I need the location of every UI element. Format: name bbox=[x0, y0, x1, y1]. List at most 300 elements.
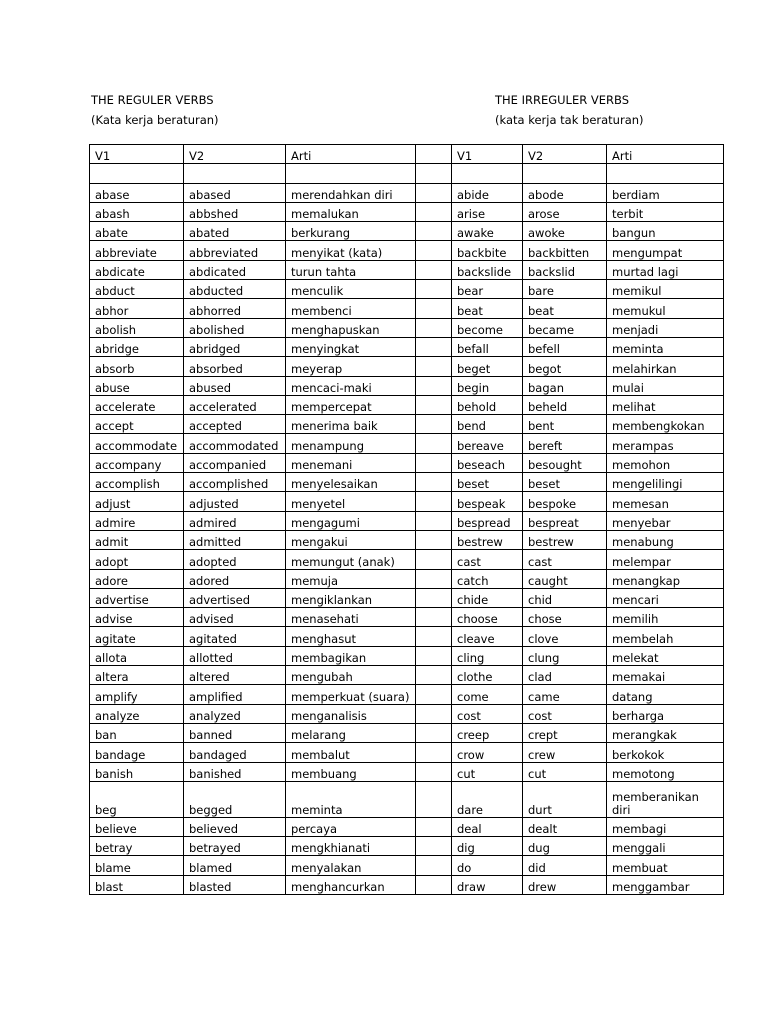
cell-spacer bbox=[416, 376, 452, 395]
cell-spacer bbox=[416, 856, 452, 875]
cell-irregular-arti: memilih bbox=[607, 608, 724, 627]
cell-spacer bbox=[416, 704, 452, 723]
cell-regular-v2: advertised bbox=[184, 588, 286, 607]
cell-irregular-v2 bbox=[523, 164, 607, 183]
table-row bbox=[90, 376, 724, 395]
cell-irregular-arti: membelah bbox=[607, 627, 724, 646]
table-row bbox=[90, 511, 724, 530]
table-row bbox=[90, 453, 724, 472]
cell-irregular-v1: bend bbox=[452, 415, 523, 434]
cell-irregular-v1: bereave bbox=[452, 434, 523, 453]
cell-irregular-v1: catch bbox=[452, 569, 523, 588]
header-regular-arti: Arti bbox=[286, 145, 416, 164]
cell-regular-arti: menyalakan bbox=[286, 856, 416, 875]
cell-spacer bbox=[416, 492, 452, 511]
table-row bbox=[90, 627, 724, 646]
table-row bbox=[90, 588, 724, 607]
cell-spacer bbox=[416, 781, 452, 817]
cell-regular-v2: abdicated bbox=[184, 260, 286, 279]
table-row bbox=[90, 299, 724, 318]
cell-regular-v1: abash bbox=[90, 202, 184, 221]
cell-regular-v2: abbshed bbox=[184, 202, 286, 221]
cell-irregular-v2: crew bbox=[523, 743, 607, 762]
cell-spacer bbox=[416, 723, 452, 742]
cell-irregular-arti: menangkap bbox=[607, 569, 724, 588]
cell-irregular-arti: memukul bbox=[607, 299, 724, 318]
cell-regular-v2: abducted bbox=[184, 280, 286, 299]
cell-irregular-v1: beseach bbox=[452, 453, 523, 472]
cell-irregular-arti: murtad lagi bbox=[607, 260, 724, 279]
cell-irregular-v2: beat bbox=[523, 299, 607, 318]
verbs-table bbox=[89, 144, 724, 895]
table-row bbox=[90, 608, 724, 627]
cell-irregular-arti: melekat bbox=[607, 646, 724, 665]
cell-irregular-v2: dealt bbox=[523, 817, 607, 836]
cell-regular-arti: memuja bbox=[286, 569, 416, 588]
cell-regular-arti: menghancurkan bbox=[286, 875, 416, 894]
cell-spacer bbox=[416, 395, 452, 414]
cell-irregular-arti: menabung bbox=[607, 530, 724, 549]
cell-regular-v1: banish bbox=[90, 762, 184, 781]
header-irregular-arti: Arti bbox=[607, 145, 724, 164]
cell-irregular-v2: bagan bbox=[523, 376, 607, 395]
cell-regular-v2: analyzed bbox=[184, 704, 286, 723]
cell-regular-arti: menculik bbox=[286, 280, 416, 299]
cell-irregular-v2: cut bbox=[523, 762, 607, 781]
cell-irregular-v2: crept bbox=[523, 723, 607, 742]
cell-irregular-v1: abide bbox=[452, 183, 523, 202]
cell-regular-v1: analyze bbox=[90, 704, 184, 723]
cell-spacer bbox=[416, 762, 452, 781]
cell-regular-v2: abhorred bbox=[184, 299, 286, 318]
cell-irregular-arti: memohon bbox=[607, 453, 724, 472]
cell-regular-arti: meyerap bbox=[286, 357, 416, 376]
cell-regular-v1: blast bbox=[90, 875, 184, 894]
cell-irregular-v1: crow bbox=[452, 743, 523, 762]
cell-irregular-v1: choose bbox=[452, 608, 523, 627]
table-row bbox=[90, 569, 724, 588]
cell-regular-v1: bandage bbox=[90, 743, 184, 762]
cell-regular-arti: mengkhianati bbox=[286, 837, 416, 856]
cell-regular-arti: mengagumi bbox=[286, 511, 416, 530]
table-row bbox=[90, 241, 724, 260]
cell-regular-v1: advise bbox=[90, 608, 184, 627]
cell-irregular-v1: dare bbox=[452, 781, 523, 817]
cell-irregular-v2: cost bbox=[523, 704, 607, 723]
table-row bbox=[90, 164, 724, 183]
table-row bbox=[90, 743, 724, 762]
cell-irregular-arti: menyebar bbox=[607, 511, 724, 530]
cell-regular-v2: adjusted bbox=[184, 492, 286, 511]
cell-irregular-v2: arose bbox=[523, 202, 607, 221]
table-row bbox=[90, 183, 724, 202]
cell-regular-arti: percaya bbox=[286, 817, 416, 836]
cell-regular-v2: allotted bbox=[184, 646, 286, 665]
cell-spacer bbox=[416, 260, 452, 279]
cell-irregular-v2: backslid bbox=[523, 260, 607, 279]
cell-irregular-v1: become bbox=[452, 318, 523, 337]
cell-irregular-v2: befell bbox=[523, 337, 607, 356]
cell-irregular-v2: drew bbox=[523, 875, 607, 894]
cell-irregular-v1: bestrew bbox=[452, 530, 523, 549]
table-row bbox=[90, 337, 724, 356]
cell-spacer bbox=[416, 241, 452, 260]
cell-regular-arti: menasehati bbox=[286, 608, 416, 627]
cell-irregular-arti: memikul bbox=[607, 280, 724, 299]
cell-regular-v2: banned bbox=[184, 723, 286, 742]
cell-irregular-v1: bespread bbox=[452, 511, 523, 530]
cell-spacer bbox=[416, 608, 452, 627]
table-row bbox=[90, 222, 724, 241]
cell-spacer bbox=[416, 685, 452, 704]
cell-regular-arti: membagikan bbox=[286, 646, 416, 665]
cell-irregular-v2: bent bbox=[523, 415, 607, 434]
cell-spacer bbox=[416, 164, 452, 183]
cell-regular-v2: abridged bbox=[184, 337, 286, 356]
cell-spacer bbox=[416, 646, 452, 665]
cell-regular-v1: beg bbox=[90, 781, 184, 817]
header-irregular-v2: V2 bbox=[523, 145, 607, 164]
cell-irregular-v2: awoke bbox=[523, 222, 607, 241]
cell-irregular-arti: mencari bbox=[607, 588, 724, 607]
cell-regular-v2: blamed bbox=[184, 856, 286, 875]
regular-verbs-title: THE REGULER VERBS bbox=[91, 93, 214, 107]
cell-irregular-arti: berkokok bbox=[607, 743, 724, 762]
cell-regular-arti: menyetel bbox=[286, 492, 416, 511]
cell-regular-v1: admit bbox=[90, 530, 184, 549]
cell-regular-v1: abhor bbox=[90, 299, 184, 318]
cell-irregular-v2: beheld bbox=[523, 395, 607, 414]
cell-irregular-arti: membengkokan bbox=[607, 415, 724, 434]
cell-irregular-v1: beat bbox=[452, 299, 523, 318]
cell-irregular-arti bbox=[607, 164, 724, 183]
cell-irregular-v2: became bbox=[523, 318, 607, 337]
cell-irregular-v2: chid bbox=[523, 588, 607, 607]
cell-regular-arti bbox=[286, 164, 416, 183]
cell-spacer bbox=[416, 588, 452, 607]
table-row bbox=[90, 762, 724, 781]
header-irregular-v1: V1 bbox=[452, 145, 523, 164]
cell-irregular-v1: begin bbox=[452, 376, 523, 395]
cell-regular-arti: berkurang bbox=[286, 222, 416, 241]
cell-irregular-v1: do bbox=[452, 856, 523, 875]
cell-irregular-v2: backbitten bbox=[523, 241, 607, 260]
cell-irregular-arti: mengumpat bbox=[607, 241, 724, 260]
cell-irregular-v1: awake bbox=[452, 222, 523, 241]
cell-regular-v2: agitated bbox=[184, 627, 286, 646]
cell-regular-arti: menampung bbox=[286, 434, 416, 453]
cell-regular-v2: accelerated bbox=[184, 395, 286, 414]
cell-irregular-arti: memakai bbox=[607, 666, 724, 685]
cell-irregular-v2: bestrew bbox=[523, 530, 607, 549]
cell-spacer bbox=[416, 357, 452, 376]
cell-irregular-v1: cleave bbox=[452, 627, 523, 646]
cell-regular-v1: abolish bbox=[90, 318, 184, 337]
cell-regular-v1: ban bbox=[90, 723, 184, 742]
table-row bbox=[90, 837, 724, 856]
cell-spacer bbox=[416, 299, 452, 318]
cell-irregular-v1: befall bbox=[452, 337, 523, 356]
cell-regular-arti: mengubah bbox=[286, 666, 416, 685]
table-row bbox=[90, 704, 724, 723]
table-row bbox=[90, 530, 724, 549]
cell-irregular-v1: come bbox=[452, 685, 523, 704]
cell-irregular-arti: mulai bbox=[607, 376, 724, 395]
cell-regular-arti: membuang bbox=[286, 762, 416, 781]
cell-irregular-v1: arise bbox=[452, 202, 523, 221]
cell-irregular-arti: melihat bbox=[607, 395, 724, 414]
irregular-verbs-title: THE IRREGULER VERBS bbox=[495, 93, 629, 107]
cell-irregular-v1: backbite bbox=[452, 241, 523, 260]
cell-irregular-v2: bare bbox=[523, 280, 607, 299]
cell-regular-arti: membenci bbox=[286, 299, 416, 318]
cell-regular-arti: merendahkan diri bbox=[286, 183, 416, 202]
cell-regular-v1: abbreviate bbox=[90, 241, 184, 260]
cell-regular-v1: accept bbox=[90, 415, 184, 434]
cell-regular-v2: accommodated bbox=[184, 434, 286, 453]
cell-irregular-arti: mengelilingi bbox=[607, 473, 724, 492]
cell-regular-arti: mengiklankan bbox=[286, 588, 416, 607]
cell-regular-v1: absorb bbox=[90, 357, 184, 376]
header-regular-v1: V1 bbox=[90, 145, 184, 164]
table-row bbox=[90, 685, 724, 704]
cell-irregular-v2: besought bbox=[523, 453, 607, 472]
cell-regular-v2: banished bbox=[184, 762, 286, 781]
cell-regular-v2: accomplished bbox=[184, 473, 286, 492]
cell-regular-v1: advertise bbox=[90, 588, 184, 607]
cell-regular-v1: amplify bbox=[90, 685, 184, 704]
cell-regular-v2: amplified bbox=[184, 685, 286, 704]
cell-irregular-v1: behold bbox=[452, 395, 523, 414]
cell-spacer bbox=[416, 627, 452, 646]
cell-spacer bbox=[416, 453, 452, 472]
cell-spacer bbox=[416, 875, 452, 894]
cell-irregular-v1: deal bbox=[452, 817, 523, 836]
cell-regular-v2: bandaged bbox=[184, 743, 286, 762]
cell-spacer bbox=[416, 550, 452, 569]
cell-spacer bbox=[416, 837, 452, 856]
cell-irregular-arti: datang bbox=[607, 685, 724, 704]
cell-irregular-v2: bereft bbox=[523, 434, 607, 453]
cell-regular-arti: menerima baik bbox=[286, 415, 416, 434]
table-row bbox=[90, 723, 724, 742]
cell-irregular-v2: did bbox=[523, 856, 607, 875]
cell-regular-arti: turun tahta bbox=[286, 260, 416, 279]
cell-irregular-v1: clothe bbox=[452, 666, 523, 685]
cell-irregular-v2: abode bbox=[523, 183, 607, 202]
header-spacer bbox=[416, 145, 452, 164]
cell-irregular-v2: clove bbox=[523, 627, 607, 646]
cell-regular-v2: admired bbox=[184, 511, 286, 530]
table-row bbox=[90, 357, 724, 376]
table-row bbox=[90, 473, 724, 492]
cell-regular-v2: admitted bbox=[184, 530, 286, 549]
verbs-table-body bbox=[90, 145, 724, 895]
cell-irregular-arti: merangkak bbox=[607, 723, 724, 742]
cell-regular-arti: menyikat (kata) bbox=[286, 241, 416, 260]
cell-irregular-arti: memberanikan diri bbox=[607, 781, 724, 817]
cell-regular-arti: menyingkat bbox=[286, 337, 416, 356]
cell-irregular-v1: bear bbox=[452, 280, 523, 299]
cell-regular-v2: adored bbox=[184, 569, 286, 588]
cell-irregular-v2: clad bbox=[523, 666, 607, 685]
cell-regular-v1: abridge bbox=[90, 337, 184, 356]
cell-irregular-arti: menggambar bbox=[607, 875, 724, 894]
cell-regular-arti: mengakui bbox=[286, 530, 416, 549]
cell-regular-v2: begged bbox=[184, 781, 286, 817]
cell-regular-v2: betrayed bbox=[184, 837, 286, 856]
cell-irregular-arti: bangun bbox=[607, 222, 724, 241]
cell-regular-v2: absorbed bbox=[184, 357, 286, 376]
cell-regular-v1: altera bbox=[90, 666, 184, 685]
cell-spacer bbox=[416, 280, 452, 299]
cell-regular-v1: accomplish bbox=[90, 473, 184, 492]
cell-regular-v2: adopted bbox=[184, 550, 286, 569]
cell-irregular-v1: beset bbox=[452, 473, 523, 492]
table-row bbox=[90, 395, 724, 414]
table-row bbox=[90, 817, 724, 836]
cell-irregular-v1: creep bbox=[452, 723, 523, 742]
table-row bbox=[90, 415, 724, 434]
cell-regular-v1: abase bbox=[90, 183, 184, 202]
cell-irregular-v1 bbox=[452, 164, 523, 183]
cell-irregular-arti: menggali bbox=[607, 837, 724, 856]
cell-regular-arti: mencaci-maki bbox=[286, 376, 416, 395]
cell-regular-v2: abbreviated bbox=[184, 241, 286, 260]
cell-irregular-v2: begot bbox=[523, 357, 607, 376]
cell-regular-v2: accompanied bbox=[184, 453, 286, 472]
cell-irregular-v2: beset bbox=[523, 473, 607, 492]
cell-regular-v1: abate bbox=[90, 222, 184, 241]
cell-irregular-arti: berharga bbox=[607, 704, 724, 723]
cell-regular-arti: menyelesaikan bbox=[286, 473, 416, 492]
cell-spacer bbox=[416, 415, 452, 434]
cell-regular-v1: agitate bbox=[90, 627, 184, 646]
cell-spacer bbox=[416, 473, 452, 492]
cell-regular-v1: abduct bbox=[90, 280, 184, 299]
irregular-verbs-subtitle: (kata kerja tak beraturan) bbox=[495, 113, 644, 127]
cell-regular-v1: adopt bbox=[90, 550, 184, 569]
cell-regular-arti: memalukan bbox=[286, 202, 416, 221]
cell-spacer bbox=[416, 569, 452, 588]
cell-regular-v1: accommodate bbox=[90, 434, 184, 453]
cell-irregular-v1: chide bbox=[452, 588, 523, 607]
cell-regular-arti: memungut (anak) bbox=[286, 550, 416, 569]
cell-regular-v2: altered bbox=[184, 666, 286, 685]
cell-irregular-v2: chose bbox=[523, 608, 607, 627]
cell-regular-arti: meminta bbox=[286, 781, 416, 817]
cell-regular-v1: betray bbox=[90, 837, 184, 856]
cell-irregular-v2: caught bbox=[523, 569, 607, 588]
cell-irregular-arti: menjadi bbox=[607, 318, 724, 337]
cell-regular-v2: abased bbox=[184, 183, 286, 202]
cell-irregular-v1: cling bbox=[452, 646, 523, 665]
cell-regular-v1: admire bbox=[90, 511, 184, 530]
regular-verbs-heading bbox=[91, 90, 219, 130]
table-row bbox=[90, 646, 724, 665]
cell-irregular-v1: cast bbox=[452, 550, 523, 569]
cell-regular-arti: mempercepat bbox=[286, 395, 416, 414]
table-row bbox=[90, 666, 724, 685]
table-row bbox=[90, 781, 724, 817]
cell-irregular-arti: terbit bbox=[607, 202, 724, 221]
cell-irregular-v1: cost bbox=[452, 704, 523, 723]
cell-spacer bbox=[416, 183, 452, 202]
table-row bbox=[90, 875, 724, 894]
cell-regular-v1: allota bbox=[90, 646, 184, 665]
cell-irregular-v2: bespoke bbox=[523, 492, 607, 511]
cell-regular-v1: abuse bbox=[90, 376, 184, 395]
cell-irregular-v2: cast bbox=[523, 550, 607, 569]
cell-irregular-v2: clung bbox=[523, 646, 607, 665]
cell-regular-v2: accepted bbox=[184, 415, 286, 434]
cell-regular-v1 bbox=[90, 164, 184, 183]
cell-regular-arti: menemani bbox=[286, 453, 416, 472]
cell-regular-v1: believe bbox=[90, 817, 184, 836]
table-row bbox=[90, 856, 724, 875]
cell-spacer bbox=[416, 318, 452, 337]
cell-spacer bbox=[416, 666, 452, 685]
cell-regular-v2 bbox=[184, 164, 286, 183]
cell-irregular-v1: draw bbox=[452, 875, 523, 894]
table-row bbox=[90, 318, 724, 337]
cell-irregular-arti: merampas bbox=[607, 434, 724, 453]
cell-regular-v1: abdicate bbox=[90, 260, 184, 279]
cell-irregular-arti: melempar bbox=[607, 550, 724, 569]
cell-spacer bbox=[416, 743, 452, 762]
cell-regular-v1: accompany bbox=[90, 453, 184, 472]
table-row bbox=[90, 492, 724, 511]
cell-irregular-arti: meminta bbox=[607, 337, 724, 356]
cell-regular-arti: membalut bbox=[286, 743, 416, 762]
table-row bbox=[90, 434, 724, 453]
cell-spacer bbox=[416, 511, 452, 530]
table-header-row bbox=[90, 145, 724, 164]
table-row bbox=[90, 550, 724, 569]
cell-regular-arti: memperkuat (suara) bbox=[286, 685, 416, 704]
regular-verbs-subtitle: (Kata kerja beraturan) bbox=[91, 113, 219, 127]
cell-regular-v1: accelerate bbox=[90, 395, 184, 414]
cell-regular-arti: menghasut bbox=[286, 627, 416, 646]
cell-irregular-v1: dig bbox=[452, 837, 523, 856]
cell-regular-arti: menganalisis bbox=[286, 704, 416, 723]
cell-regular-v1: adore bbox=[90, 569, 184, 588]
cell-regular-v2: believed bbox=[184, 817, 286, 836]
cell-irregular-v1: cut bbox=[452, 762, 523, 781]
cell-irregular-v1: backslide bbox=[452, 260, 523, 279]
cell-regular-v2: abolished bbox=[184, 318, 286, 337]
cell-regular-v2: advised bbox=[184, 608, 286, 627]
cell-regular-arti: melarang bbox=[286, 723, 416, 742]
header-regular-v2: V2 bbox=[184, 145, 286, 164]
cell-regular-v2: abated bbox=[184, 222, 286, 241]
cell-regular-v2: abused bbox=[184, 376, 286, 395]
cell-spacer bbox=[416, 202, 452, 221]
cell-irregular-arti: berdiam bbox=[607, 183, 724, 202]
cell-regular-v2: blasted bbox=[184, 875, 286, 894]
cell-spacer bbox=[416, 434, 452, 453]
cell-spacer bbox=[416, 817, 452, 836]
cell-irregular-v2: bespreat bbox=[523, 511, 607, 530]
cell-irregular-arti: memesan bbox=[607, 492, 724, 511]
cell-spacer bbox=[416, 530, 452, 549]
irregular-verbs-heading bbox=[495, 90, 644, 130]
cell-irregular-v2: dug bbox=[523, 837, 607, 856]
cell-irregular-v2: came bbox=[523, 685, 607, 704]
cell-irregular-arti: melahirkan bbox=[607, 357, 724, 376]
cell-irregular-v1: beget bbox=[452, 357, 523, 376]
table-row bbox=[90, 202, 724, 221]
